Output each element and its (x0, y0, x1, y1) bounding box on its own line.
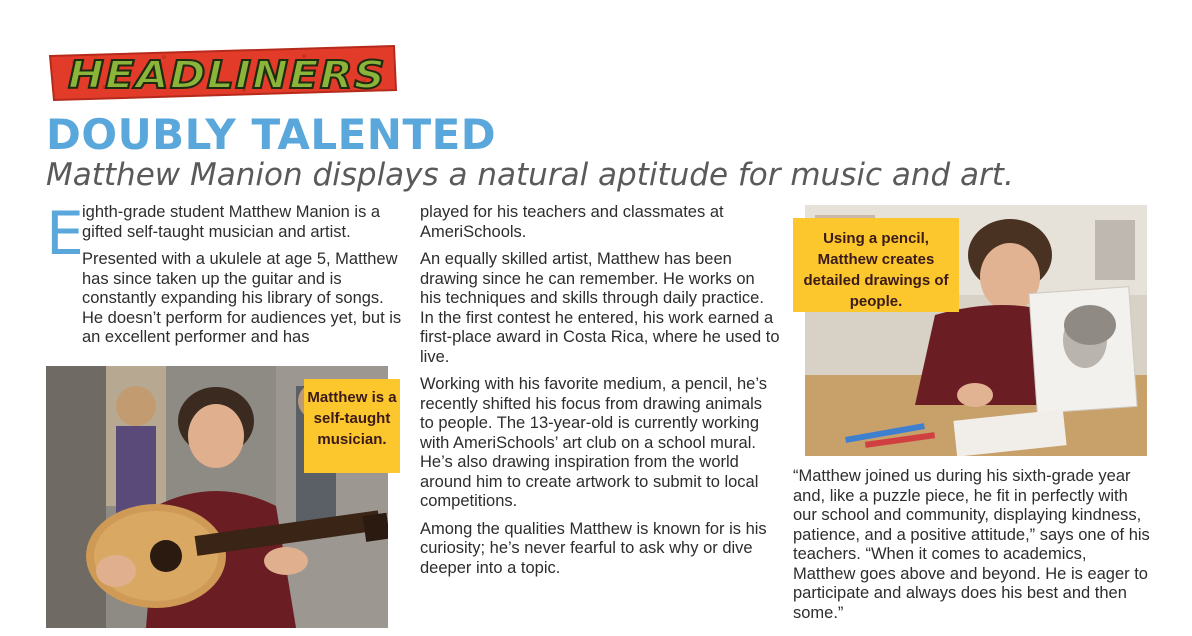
article-subhead: Matthew Manion displays a natural aptitude for music and art. (46, 157, 1014, 193)
article-headline: DOUBLY TALENTED (46, 110, 497, 159)
paragraph: Presented with a ukulele at age 5, Matthew has since taken up the guitar and is constantly expanding his library of songs. He doesn’t perform for audiences yet, but is an excellent performer and has (82, 250, 402, 346)
drop-cap: E (46, 199, 84, 269)
paragraph: played for his teachers and classmates at AmeriSchools. (420, 203, 724, 241)
headliners-banner-logo (44, 42, 400, 104)
article-column-3 (793, 467, 1153, 631)
paragraph: An equally skilled artist, Matthew has been drawing since he can remember. He works on his techniques and skills through daily practice. In the first contest he entered, his work earned a first-place award in Costa Rica, where he used to live. (420, 250, 780, 366)
paragraph: Among the qualities Matthew is known for is his curiosity; he’s never fearful to ask why or dive deeper into a topic. (420, 519, 767, 577)
caption-drawing: Using a pencil, Matthew creates detailed drawings of people. (793, 218, 959, 312)
paragraph: “Matthew joined us during his sixth-grade year and, like a puzzle piece, he fit in perfectly with our school and community, displaying kindness, patience, and a positive attitude,” says one of his teachers. “When it comes to academics, Matthew goes above and beyond. He is eager to participate and always does his best and then some.” (793, 467, 1150, 622)
article-column-1 (46, 199, 406, 356)
paragraph: Working with his favorite medium, a pencil, he’s recently shifted his focus from drawing animals to people. The 13-year-old is currently working with AmeriSchools’ art club on a school mural. He’s also drawing inspiration from the world around him to create artwork to submit to local competitions. (420, 375, 767, 510)
caption-guitar: Matthew is a self-taught musician. (304, 379, 400, 473)
paragraph: ighth-grade student Matthew Manion is a gifted self-taught musician and artist. (82, 203, 381, 241)
banner-label: HEADLINERS (68, 53, 386, 97)
article-column-2 (420, 203, 780, 586)
